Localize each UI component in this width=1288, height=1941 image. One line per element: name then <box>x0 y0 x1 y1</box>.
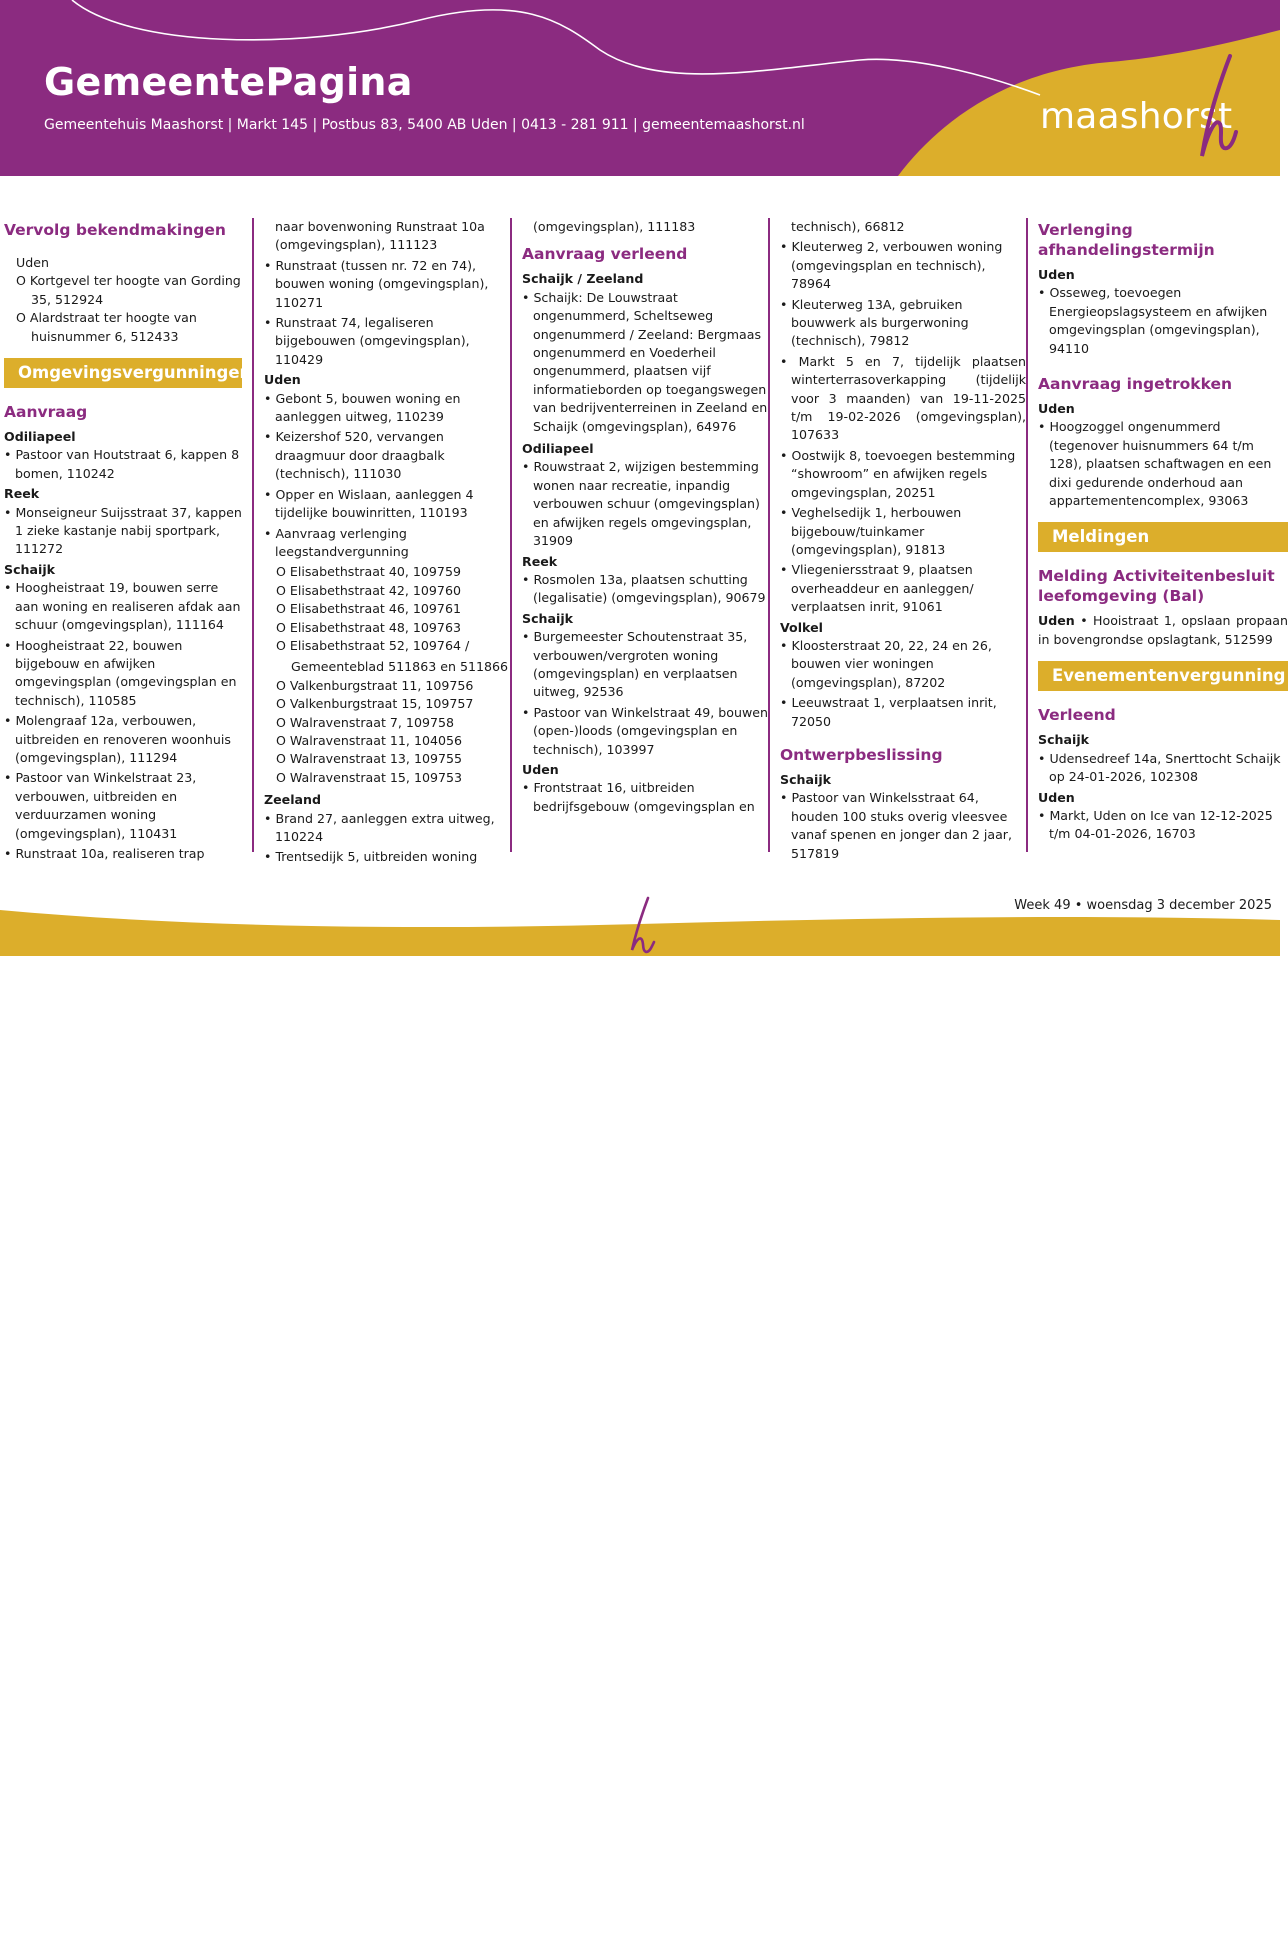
maashorst-logo-icon <box>1190 52 1240 162</box>
list-item: • Runstraat 10a, realiseren trap <box>4 845 242 863</box>
sub-item: O Elisabethstraat 46, 109761 <box>276 601 461 617</box>
section-heading-verlenging: Verlenging afhandelingstermijn <box>1038 221 1215 259</box>
list-item: O Alardstraat ter hoogte van <box>16 310 197 326</box>
list-item: • Frontstraat 16, uitbreiden bedrijfsgebouw (omgevingsplan en <box>522 779 770 816</box>
location-schaijk: Schaijk <box>4 561 56 577</box>
list-item: • Osseweg, toevoegen <box>1038 284 1288 302</box>
page-header <box>0 0 1280 176</box>
section-heading-aanvraag-verleend: Aanvraag verleend <box>522 245 688 264</box>
melding-text: • Hooistraat 1, opslaan propaan in bovengrondse opslagtank, 512599 <box>1038 613 1288 647</box>
list-item-cont: huisnummer 6, 512433 <box>31 328 179 344</box>
sub-item: O Valkenburgstraat 11, 109756 <box>276 677 474 693</box>
list-item: • Hoogheistraat 19, bouwen serre aan woning en realiseren afdak aan schuur (omgevingsplan), 111164 <box>4 579 242 634</box>
list-item-cont: (omgevingsplan), 111183 <box>533 219 696 234</box>
list-item: • Kleuterweg 2, verbouwen woning (omgevingsplan en technisch), 78964 <box>780 238 1026 293</box>
page-footer <box>0 880 1280 960</box>
list-item: • Oostwijk 8, toevoegen bestemming “showroom” en afwijken regels omgevingsplan, 20251 <box>780 447 1026 502</box>
list-item: • Rouwstraat 2, wijzigen bestemming wonen naar recreatie, inpandig verbouwen schuur (omgevingsplan) en afwijken regels omgevingsplan, 31909 <box>522 458 770 550</box>
list-item: • Monseigneur Suijsstraat 37, kappen 1 zieke kastanje nabij sportpark, 111272 <box>4 504 242 559</box>
list-item: • Leeuwstraat 1, verplaatsen inrit, 72050 <box>780 694 1026 731</box>
location-uden: Uden <box>522 761 559 777</box>
list-item: • Pastoor van Winkelstraat 23, verbouwen, uitbreiden en verduurzamen woning (omgevingsplan), 110431 <box>4 769 242 843</box>
list-item: • Vliegeniersstraat 9, plaatsen overheaddeur en aanleggen/ verplaatsen inrit, 91061 <box>780 561 1026 616</box>
location-uden: Uden <box>1038 401 1075 417</box>
list-item: • Gebont 5, bouwen woning en aanleggen uitweg, 110239 <box>264 390 512 427</box>
location-schaijk: Schaijk <box>522 610 574 626</box>
column-4 <box>768 218 1027 861</box>
list-item: • Pastoor van Winkelstraat 49, bouwen (open-)loods (omgevingsplan en technisch), 103997 <box>522 704 770 759</box>
list-item: • Hoogheistraat 22, bouwen bijgebouw en afwijken omgevingsplan (omgevingsplan en technisch), 110585 <box>4 637 242 711</box>
column-5 <box>1026 218 1288 852</box>
sub-item: O Walravenstraat 15, 109753 <box>276 769 463 785</box>
section-heading-aanvraag: Aanvraag <box>4 403 88 422</box>
sub-item: O Walravenstraat 7, 109758 <box>276 714 455 730</box>
location-volkel: Volkel <box>780 619 823 635</box>
list-item-cont: naar bovenwoning Runstraat 10a (omgevingsplan), 111123 <box>275 219 485 253</box>
location-schaijk: Schaijk <box>780 771 832 787</box>
band-omgevingsvergunningen: Omgevingsvergunningen <box>4 358 242 388</box>
list-item: • Trentsedijk 5, uitbreiden woning <box>264 848 512 866</box>
location-uden: Uden <box>16 255 49 270</box>
list-item-cont: technisch), 66812 <box>791 219 905 234</box>
section-heading-verleend: Verleend <box>1038 706 1116 725</box>
sub-item: O Elisabethstraat 42, 109760 <box>276 582 461 598</box>
list-item: • Opper en Wislaan, aanleggen 4 tijdelijke bouwinritten, 110193 <box>264 486 512 523</box>
location-uden: Uden <box>1038 789 1075 805</box>
column-3 <box>510 218 770 852</box>
location-schaijk-zeeland: Schaijk / Zeeland <box>522 271 644 287</box>
week-date: Week 49 • woensdag 3 december 2025 <box>1014 898 1272 913</box>
section-heading-ontwerpbeslissing: Ontwerpbeslissing <box>780 745 943 764</box>
contact-line: Gemeentehuis Maashorst | Markt 145 | Postbus 83, 5400 AB Uden | 0413 - 281 911 | gemeentemaashorst.nl <box>44 117 805 133</box>
sub-item: O Walravenstraat 11, 104056 <box>276 732 463 748</box>
location-zeeland: Zeeland <box>264 792 322 808</box>
column-2 <box>252 218 512 865</box>
list-item: • Pastoor van Houtstraat 6, kappen 8 bomen, 110242 <box>4 446 242 483</box>
location-reek: Reek <box>522 553 558 569</box>
list-item: • Veghelsedijk 1, herbouwen bijgebouw/tuinkamer (omgevingsplan), 91813 <box>780 504 1026 559</box>
list-item-cont: 35, 512924 <box>31 291 104 307</box>
section-heading-vervolg: Vervolg bekendmakingen <box>4 221 226 239</box>
list-item-cont: Energieopslagsysteem en afwijken omgevingsplan (omgevingsplan), 94110 <box>1049 303 1268 356</box>
page-title: GemeentePagina <box>44 60 413 104</box>
sub-item: O Walravenstraat 13, 109755 <box>276 751 463 767</box>
section-heading-ingetrokken: Aanvraag ingetrokken <box>1038 375 1233 394</box>
list-item: • Brand 27, aanleggen extra uitweg, 110224 <box>264 810 512 847</box>
list-item: O Kortgevel ter hoogte van Gording <box>16 273 241 289</box>
list-item: • Markt 5 en 7, tijdelijk plaatsen winterterrasoverkapping (tijdelijk voor 3 maanden) van 19-11-2025 t/m 19-02-2026 (omgevingsplan), 107633 <box>780 353 1026 445</box>
list-item: • Markt, Uden on Ice van 12-12-2025 t/m 04-01-2026, 16703 <box>1038 807 1288 844</box>
list-item: • Kloosterstraat 20, 22, 24 en 26, bouwen vier woningen (omgevingsplan), 87202 <box>780 637 1026 692</box>
logo-text: maashorst <box>1040 96 1233 137</box>
location-uden: Uden <box>264 372 301 388</box>
location-schaijk: Schaijk <box>1038 732 1090 748</box>
location-odiliapeel: Odiliapeel <box>4 429 76 445</box>
list-item: • Hoogzoggel ongenummerd (tegenover huisnummers 64 t/m 128), plaatsen schaftwagen en een dixi gedurende onderhoud aan appartementencomplex, 93063 <box>1038 418 1288 510</box>
sub-item: O Elisabethstraat 48, 109763 <box>276 619 461 635</box>
sub-item: O Elisabethstraat 40, 109759 <box>276 564 461 580</box>
list-item: • Runstraat (tussen nr. 72 en 74), bouwen woning (omgevingsplan), 110271 <box>264 257 512 312</box>
sub-item: O Valkenburgstraat 15, 109757 <box>276 696 474 712</box>
sub-item: O Elisabethstraat 52, 109764 / <box>276 637 470 653</box>
list-item: • Rosmolen 13a, plaatsen schutting (legalisatie) (omgevingsplan), 90679 <box>522 571 770 608</box>
list-item: • Keizershof 520, vervangen draagmuur door draagbalk (technisch), 111030 <box>264 428 512 483</box>
list-item: • Burgemeester Schoutenstraat 35, verbouwen/vergroten woning (omgevingsplan) en verplaatsen uitweg, 92536 <box>522 628 770 702</box>
location-uden: Uden <box>1038 613 1075 629</box>
melding-item <box>1038 612 1288 649</box>
list-item: • Pastoor van Winkelsstraat 64, houden 100 stuks overig vleesvee vanaf spenen en jonger dan 2 jaar, 517819 <box>780 789 1026 863</box>
sub-item-cont: Gemeenteblad 511863 en 511866 <box>291 659 509 675</box>
location-odiliapeel: Odiliapeel <box>522 441 594 457</box>
list-item: • Schaijk: De Louwstraat ongenummerd, Scheltseweg ongenummerd / Zeeland: Bergmaas ongenummerd en Voederheil ongenummerd, plaatsen vijf informatieborden op toegangswegen van bedrijventerreinen in Zeeland en Schaijk (omgevingsplan), 64976 <box>522 289 770 436</box>
list-item: • Kleuterweg 13A, gebruiken bouwwerk als burgerwoning (technisch), 79812 <box>780 296 1026 351</box>
list-item: • Molengraaf 12a, verbouwen, uitbreiden en renoveren woonhuis (omgevingsplan), 111294 <box>4 712 242 767</box>
column-1 <box>4 218 252 861</box>
section-heading-melding-bal: Melding Activiteitenbesluit leefomgeving (Bal) <box>1038 567 1275 606</box>
band-evenementenvergunning: Evenementenvergunning <box>1038 661 1288 691</box>
location-reek: Reek <box>4 486 40 502</box>
footer-wave <box>0 880 1280 960</box>
location-uden: Uden <box>1038 267 1075 282</box>
list-item: • Udensedreef 14a, Snerttocht Schaijk op 24-01-2026, 102308 <box>1038 750 1288 787</box>
list-item: • Aanvraag verlenging leegstandvergunning <box>264 525 512 562</box>
list-item: • Runstraat 74, legaliseren bijgebouwen (omgevingsplan), 110429 <box>264 314 512 369</box>
band-meldingen: Meldingen <box>1038 522 1288 552</box>
